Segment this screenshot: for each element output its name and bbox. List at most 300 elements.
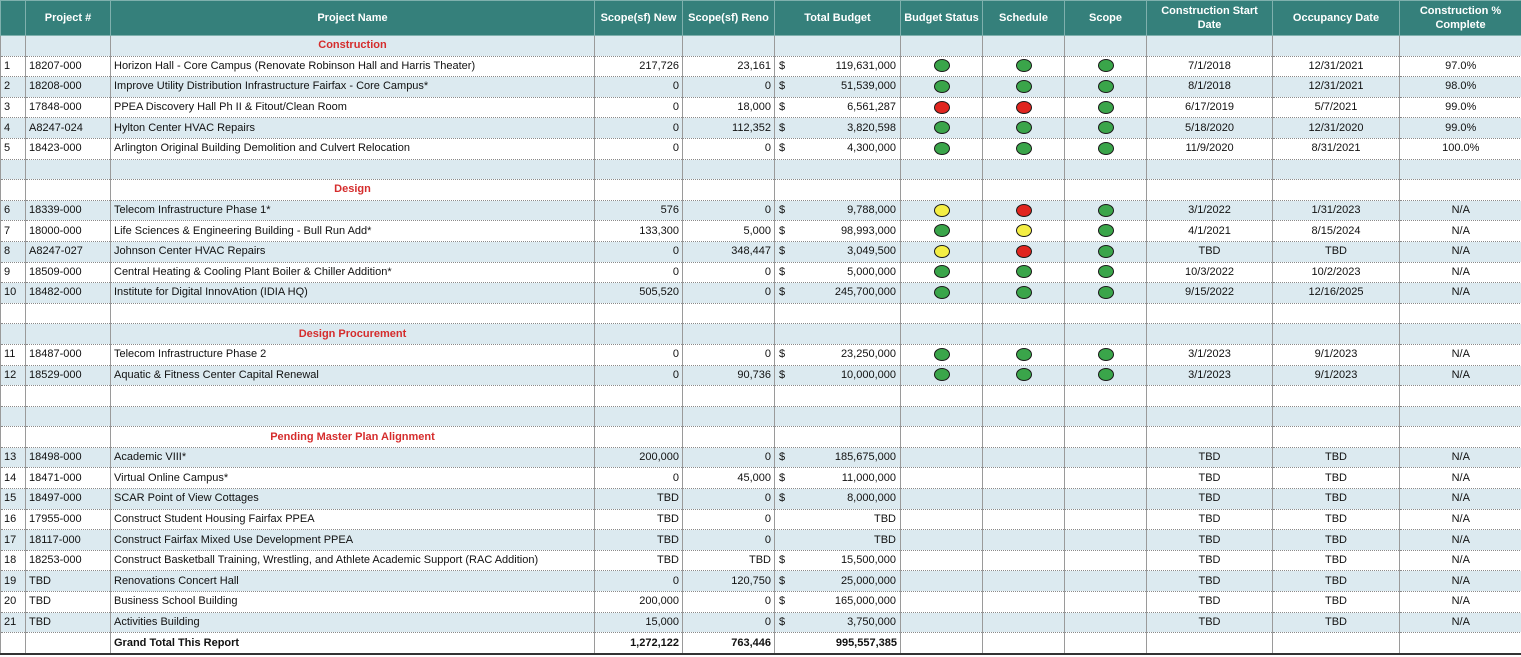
- scope-reno: 0: [683, 509, 775, 530]
- project-name: Improve Utility Distribution Infrastructure Fairfax - Core Campus*: [111, 77, 595, 98]
- budget-value: 8,000,000: [847, 492, 896, 505]
- budget-wrap: [775, 592, 900, 611]
- section-title: Construction: [111, 36, 595, 57]
- total-budget: [775, 489, 901, 510]
- total-budget: [775, 118, 901, 139]
- budget-value: 6,561,287: [847, 101, 896, 114]
- scope-status-green-dot-icon: [1098, 245, 1114, 258]
- scope-status-cell: [1065, 262, 1147, 283]
- scope-reno: 348,447: [683, 241, 775, 262]
- budget-status-cell: [901, 344, 983, 365]
- row-index: 14: [1, 468, 26, 489]
- table-row: [1, 344, 1521, 365]
- scope-reno: 0: [683, 530, 775, 551]
- schedule-status-cell: [983, 262, 1065, 283]
- row-index: 2: [1, 77, 26, 98]
- budget-status-green-dot-icon: [934, 368, 950, 381]
- empty-cell: [983, 303, 1065, 324]
- total-scope-new: 1,272,122: [595, 633, 683, 654]
- construction-start-date: 3/1/2023: [1147, 344, 1273, 365]
- currency-symbol: $: [779, 451, 786, 464]
- total-budget: [775, 509, 901, 530]
- empty-cell: [1147, 427, 1273, 448]
- empty-cell: [1, 324, 26, 345]
- empty-cell: [595, 36, 683, 57]
- budget-value: 51,539,000: [840, 80, 896, 93]
- empty-cell: [26, 386, 111, 407]
- empty-cell: [683, 36, 775, 57]
- table-row: [1, 612, 1521, 633]
- scope-reno: 0: [683, 262, 775, 283]
- schedule-status-cell: [983, 221, 1065, 242]
- project-name: Activities Building: [111, 612, 595, 633]
- empty-cell: [1273, 324, 1400, 345]
- budget-value: 245,700,000: [834, 286, 896, 299]
- header-idx: [1, 1, 26, 36]
- scope-reno: 0: [683, 344, 775, 365]
- empty-cell: [683, 159, 775, 180]
- empty-cell: [595, 180, 683, 201]
- total-budget: [775, 592, 901, 613]
- empty-cell: [1147, 180, 1273, 201]
- construction-percent-complete: 99.0%: [1400, 118, 1521, 139]
- scope-status-cell: [1065, 344, 1147, 365]
- total-budget: [775, 612, 901, 633]
- row-index: 6: [1, 200, 26, 221]
- scope-new: TBD: [595, 550, 683, 571]
- scope-status-cell: [1065, 241, 1147, 262]
- empty-cell: [683, 427, 775, 448]
- project-number: 18498-000: [26, 447, 111, 468]
- budget-status-green-dot-icon: [934, 265, 950, 278]
- schedule-status-cell: [983, 447, 1065, 468]
- empty-cell: [595, 159, 683, 180]
- scope-new: 0: [595, 97, 683, 118]
- budget-status-cell: [901, 56, 983, 77]
- empty-cell: [1147, 159, 1273, 180]
- scope-reno: 0: [683, 489, 775, 510]
- scope-status-green-dot-icon: [1098, 224, 1114, 237]
- scope-reno: 112,352: [683, 118, 775, 139]
- row-index: 1: [1, 56, 26, 77]
- header-budget-status: Budget Status: [901, 1, 983, 36]
- occupancy-date: TBD: [1273, 489, 1400, 510]
- empty-cell: [775, 406, 901, 427]
- schedule-status-cell: [983, 283, 1065, 304]
- empty-cell: [1400, 386, 1521, 407]
- schedule-status-cell: [983, 118, 1065, 139]
- table-row: [1, 138, 1521, 159]
- schedule-status-green-dot-icon: [1016, 80, 1032, 93]
- budget-status-green-dot-icon: [934, 142, 950, 155]
- project-name: Life Sciences & Engineering Building - Bull Run Add*: [111, 221, 595, 242]
- table-row: [1, 283, 1521, 304]
- budget-status-cell: [901, 530, 983, 551]
- scope-new: TBD: [595, 489, 683, 510]
- occupancy-date: 12/16/2025: [1273, 283, 1400, 304]
- project-number: 18207-000: [26, 56, 111, 77]
- scope-status-cell: [1065, 200, 1147, 221]
- scope-status-green-dot-icon: [1098, 101, 1114, 114]
- scope-status-cell: [1065, 56, 1147, 77]
- budget-wrap: [775, 448, 900, 467]
- empty-cell: [595, 427, 683, 448]
- empty-cell: [1, 406, 26, 427]
- empty-cell: [26, 406, 111, 427]
- total-budget: [775, 262, 901, 283]
- empty-cell: [1147, 406, 1273, 427]
- budget-value: 185,675,000: [834, 451, 896, 464]
- budget-status-cell: [901, 138, 983, 159]
- budget-status-cell: [901, 241, 983, 262]
- schedule-status-cell: [983, 200, 1065, 221]
- budget-value: 23,250,000: [840, 348, 896, 361]
- table-row: [1, 509, 1521, 530]
- budget-status-cell: [901, 571, 983, 592]
- empty-cell: [595, 386, 683, 407]
- empty-cell: [683, 386, 775, 407]
- construction-start-date: 8/1/2018: [1147, 77, 1273, 98]
- empty-cell: [1065, 303, 1147, 324]
- construction-start-date: 7/1/2018: [1147, 56, 1273, 77]
- row-index: 18: [1, 550, 26, 571]
- schedule-status-cell: [983, 365, 1065, 386]
- project-name: Business School Building: [111, 592, 595, 613]
- project-number: 18529-000: [26, 365, 111, 386]
- empty-cell: [1147, 36, 1273, 57]
- scope-reno: 0: [683, 592, 775, 613]
- construction-percent-complete: N/A: [1400, 365, 1521, 386]
- empty-cell: [1400, 406, 1521, 427]
- scope-status-cell: [1065, 612, 1147, 633]
- project-name: Telecom Infrastructure Phase 2: [111, 344, 595, 365]
- occupancy-date: 10/2/2023: [1273, 262, 1400, 283]
- total-budget: [775, 530, 901, 551]
- empty-cell: [901, 406, 983, 427]
- scope-new: 200,000: [595, 447, 683, 468]
- currency-symbol: $: [779, 101, 786, 114]
- empty-cell: [901, 303, 983, 324]
- empty-cell: [683, 303, 775, 324]
- header-schedule: Schedule: [983, 1, 1065, 36]
- schedule-status-green-dot-icon: [1016, 142, 1032, 155]
- scope-reno: 120,750: [683, 571, 775, 592]
- budget-value: TBD: [874, 533, 896, 546]
- construction-start-date: TBD: [1147, 592, 1273, 613]
- empty-cell: [1273, 36, 1400, 57]
- budget-status-green-dot-icon: [934, 59, 950, 72]
- empty-cell: [901, 633, 983, 654]
- budget-wrap: [775, 263, 900, 282]
- budget-wrap: [775, 201, 900, 220]
- table-row: [1, 489, 1521, 510]
- project-number: A8247-027: [26, 241, 111, 262]
- empty-cell: [901, 159, 983, 180]
- grand-total-row: [1, 633, 1521, 654]
- scope-status-cell: [1065, 509, 1147, 530]
- row-index: 10: [1, 283, 26, 304]
- schedule-status-red-dot-icon: [1016, 101, 1032, 114]
- table-row: [1, 571, 1521, 592]
- total-budget: [775, 365, 901, 386]
- budget-status-yellow-dot-icon: [934, 245, 950, 258]
- scope-status-cell: [1065, 468, 1147, 489]
- project-number: 17848-000: [26, 97, 111, 118]
- header-scope-new: Scope(sf) New: [595, 1, 683, 36]
- total-budget: [775, 221, 901, 242]
- construction-percent-complete: N/A: [1400, 530, 1521, 551]
- header-occupancy-date: Occupancy Date: [1273, 1, 1400, 36]
- total-budget: [775, 241, 901, 262]
- project-name: Aquatic & Fitness Center Capital Renewal: [111, 365, 595, 386]
- construction-start-date: TBD: [1147, 509, 1273, 530]
- occupancy-date: TBD: [1273, 447, 1400, 468]
- budget-wrap: [775, 242, 900, 261]
- scope-reno: 0: [683, 77, 775, 98]
- scope-status-green-dot-icon: [1098, 348, 1114, 361]
- empty-cell: [1065, 36, 1147, 57]
- budget-value: 11,000,000: [841, 471, 896, 484]
- empty-cell: [683, 406, 775, 427]
- empty-cell: [775, 427, 901, 448]
- total-budget: [775, 200, 901, 221]
- empty-cell: [26, 36, 111, 57]
- empty-cell: [1065, 180, 1147, 201]
- empty-cell: [1273, 386, 1400, 407]
- scope-new: 0: [595, 138, 683, 159]
- empty-cell: [683, 324, 775, 345]
- schedule-status-cell: [983, 550, 1065, 571]
- construction-start-date: TBD: [1147, 241, 1273, 262]
- occupancy-date: 12/31/2021: [1273, 56, 1400, 77]
- construction-percent-complete: N/A: [1400, 571, 1521, 592]
- construction-percent-complete: N/A: [1400, 200, 1521, 221]
- scope-reno: 0: [683, 283, 775, 304]
- scope-status-cell: [1065, 550, 1147, 571]
- section-title: Pending Master Plan Alignment: [111, 427, 595, 448]
- table-row: [1, 530, 1521, 551]
- empty-cell: [111, 303, 595, 324]
- table-row: [1, 592, 1521, 613]
- construction-start-date: 9/15/2022: [1147, 283, 1273, 304]
- construction-percent-complete: N/A: [1400, 592, 1521, 613]
- scope-status-green-dot-icon: [1098, 265, 1114, 278]
- currency-symbol: $: [779, 59, 786, 72]
- scope-new: 0: [595, 262, 683, 283]
- budget-status-green-dot-icon: [934, 224, 950, 237]
- currency-symbol: $: [779, 204, 786, 217]
- project-name: Construct Student Housing Fairfax PPEA: [111, 509, 595, 530]
- row-index: 11: [1, 344, 26, 365]
- row-index: 12: [1, 365, 26, 386]
- row-index: 13: [1, 447, 26, 468]
- empty-cell: [1400, 427, 1521, 448]
- project-name: Johnson Center HVAC Repairs: [111, 241, 595, 262]
- schedule-status-green-dot-icon: [1016, 368, 1032, 381]
- scope-new: 0: [595, 344, 683, 365]
- occupancy-date: TBD: [1273, 571, 1400, 592]
- empty-cell: [775, 303, 901, 324]
- empty-cell: [1147, 386, 1273, 407]
- table-row: [1, 468, 1521, 489]
- currency-symbol: $: [779, 348, 786, 361]
- total-budget: [775, 97, 901, 118]
- budget-status-cell: [901, 262, 983, 283]
- empty-cell: [1065, 633, 1147, 654]
- table-row: [1, 365, 1521, 386]
- occupancy-date: TBD: [1273, 509, 1400, 530]
- project-name: Renovations Concert Hall: [111, 571, 595, 592]
- scope-new: 0: [595, 77, 683, 98]
- project-name: Institute for Digital InnovAtion (IDIA HQ): [111, 283, 595, 304]
- table-row: [1, 200, 1521, 221]
- scope-status-cell: [1065, 489, 1147, 510]
- table-row: [1, 550, 1521, 571]
- budget-wrap: [775, 222, 900, 241]
- scope-new: 0: [595, 571, 683, 592]
- construction-percent-complete: 98.0%: [1400, 77, 1521, 98]
- schedule-status-cell: [983, 509, 1065, 530]
- table-row: [1, 262, 1521, 283]
- header-scope: Scope: [1065, 1, 1147, 36]
- construction-percent-complete: N/A: [1400, 283, 1521, 304]
- empty-cell: [1, 303, 26, 324]
- empty-cell: [26, 427, 111, 448]
- scope-new: TBD: [595, 509, 683, 530]
- construction-start-date: TBD: [1147, 550, 1273, 571]
- scope-reno: 0: [683, 612, 775, 633]
- occupancy-date: 12/31/2020: [1273, 118, 1400, 139]
- occupancy-date: TBD: [1273, 468, 1400, 489]
- header-construction-complete: Construction % Complete: [1400, 1, 1521, 36]
- schedule-status-cell: [983, 77, 1065, 98]
- scope-status-cell: [1065, 138, 1147, 159]
- budget-value: 3,049,500: [847, 245, 896, 258]
- budget-status-green-dot-icon: [934, 348, 950, 361]
- occupancy-date: TBD: [1273, 530, 1400, 551]
- scope-reno: 0: [683, 447, 775, 468]
- row-index: 4: [1, 118, 26, 139]
- schedule-status-cell: [983, 489, 1065, 510]
- section-title: Design Procurement: [111, 324, 595, 345]
- currency-symbol: $: [779, 615, 786, 628]
- budget-wrap: [775, 613, 900, 632]
- construction-percent-complete: N/A: [1400, 468, 1521, 489]
- budget-value: 25,000,000: [840, 574, 896, 587]
- empty-cell: [595, 324, 683, 345]
- scope-new: 200,000: [595, 592, 683, 613]
- budget-status-green-dot-icon: [934, 286, 950, 299]
- schedule-status-green-dot-icon: [1016, 286, 1032, 299]
- scope-status-cell: [1065, 530, 1147, 551]
- schedule-status-green-dot-icon: [1016, 59, 1032, 72]
- construction-start-date: 6/17/2019: [1147, 97, 1273, 118]
- construction-percent-complete: N/A: [1400, 221, 1521, 242]
- row-index: 5: [1, 138, 26, 159]
- scope-status-green-dot-icon: [1098, 204, 1114, 217]
- empty-cell: [1400, 180, 1521, 201]
- section-row: [1, 324, 1521, 345]
- occupancy-date: TBD: [1273, 592, 1400, 613]
- project-name: Horizon Hall - Core Campus (Renovate Robinson Hall and Harris Theater): [111, 56, 595, 77]
- budget-status-cell: [901, 612, 983, 633]
- schedule-status-green-dot-icon: [1016, 121, 1032, 134]
- occupancy-date: TBD: [1273, 241, 1400, 262]
- empty-cell: [983, 36, 1065, 57]
- total-budget: [775, 138, 901, 159]
- empty-cell: [901, 324, 983, 345]
- total-budget: [775, 447, 901, 468]
- total-budget: [775, 571, 901, 592]
- construction-start-date: TBD: [1147, 571, 1273, 592]
- schedule-status-cell: [983, 241, 1065, 262]
- total-budget: [775, 468, 901, 489]
- construction-start-date: TBD: [1147, 612, 1273, 633]
- budget-value: 165,000,000: [834, 595, 896, 608]
- project-name: PPEA Discovery Hall Ph II & Fitout/Clean Room: [111, 97, 595, 118]
- empty-cell: [775, 36, 901, 57]
- project-name: Hylton Center HVAC Repairs: [111, 118, 595, 139]
- scope-new: 0: [595, 118, 683, 139]
- project-number: A8247-024: [26, 118, 111, 139]
- table-row: [1, 77, 1521, 98]
- budget-value: TBD: [874, 512, 896, 525]
- currency-symbol: $: [779, 492, 786, 505]
- budget-status-cell: [901, 221, 983, 242]
- row-index: 20: [1, 592, 26, 613]
- budget-value: 119,631,000: [835, 59, 896, 72]
- budget-status-cell: [901, 509, 983, 530]
- budget-status-cell: [901, 365, 983, 386]
- scope-status-cell: [1065, 283, 1147, 304]
- budget-value: 5,000,000: [847, 265, 896, 278]
- budget-status-yellow-dot-icon: [934, 204, 950, 217]
- section-row: [1, 180, 1521, 201]
- empty-cell: [1065, 324, 1147, 345]
- budget-value: 3,750,000: [847, 615, 896, 628]
- schedule-status-cell: [983, 612, 1065, 633]
- currency-symbol: $: [779, 80, 786, 93]
- construction-percent-complete: N/A: [1400, 612, 1521, 633]
- scope-status-green-dot-icon: [1098, 286, 1114, 299]
- schedule-status-green-dot-icon: [1016, 348, 1032, 361]
- total-budget: [775, 77, 901, 98]
- scope-new: 133,300: [595, 221, 683, 242]
- budget-value: 4,300,000: [847, 142, 896, 155]
- construction-percent-complete: N/A: [1400, 489, 1521, 510]
- project-number: 18482-000: [26, 283, 111, 304]
- budget-wrap: [775, 57, 900, 76]
- schedule-status-red-dot-icon: [1016, 204, 1032, 217]
- schedule-status-cell: [983, 97, 1065, 118]
- scope-status-green-dot-icon: [1098, 142, 1114, 155]
- currency-symbol: $: [779, 265, 786, 278]
- table-row: [1, 221, 1521, 242]
- empty-cell: [26, 324, 111, 345]
- currency-symbol: $: [779, 121, 786, 134]
- budget-wrap: [775, 345, 900, 364]
- scope-status-cell: [1065, 221, 1147, 242]
- budget-status-cell: [901, 468, 983, 489]
- construction-percent-complete: N/A: [1400, 344, 1521, 365]
- project-number: 18509-000: [26, 262, 111, 283]
- empty-cell: [1400, 633, 1521, 654]
- section-row: [1, 36, 1521, 57]
- currency-symbol: $: [779, 368, 786, 381]
- empty-cell: [595, 406, 683, 427]
- occupancy-date: 1/31/2023: [1273, 200, 1400, 221]
- budget-wrap: [775, 489, 900, 508]
